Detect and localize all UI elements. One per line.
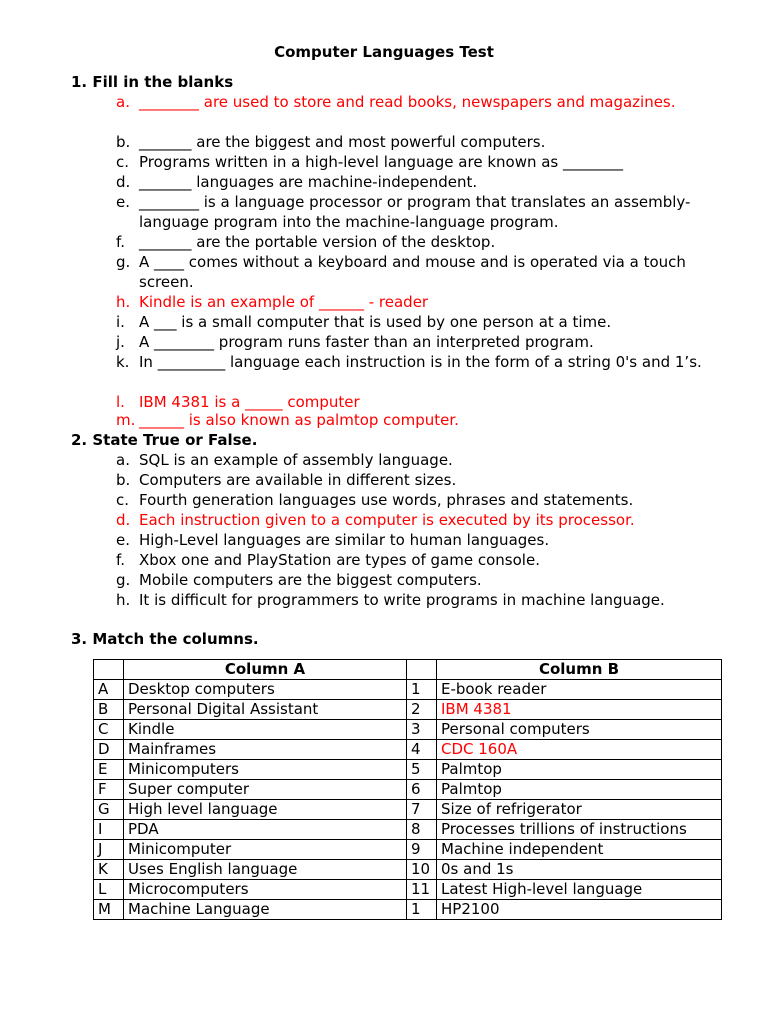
fill-blank-item-label: b. xyxy=(116,133,131,151)
row-letter: M xyxy=(94,900,124,920)
true-false-item-label: e. xyxy=(116,531,130,549)
fill-blank-item xyxy=(116,172,736,192)
fill-blank-item-text: _______ are the biggest and most powerful computers. xyxy=(139,133,546,151)
column-a-cell: Super computer xyxy=(124,780,407,800)
row-number: 4 xyxy=(407,740,437,760)
column-a-cell: Kindle xyxy=(124,720,407,740)
fill-blank-item xyxy=(116,152,736,172)
fill-blank-item xyxy=(116,252,736,292)
column-b-cell: Latest High-level language xyxy=(437,880,722,900)
fill-blank-item-text: A ___ is a small computer that is used by one person at a time. xyxy=(139,313,612,331)
column-b-cell: E-book reader xyxy=(437,680,722,700)
fill-blank-item-label: e. xyxy=(116,193,130,211)
true-false-item-label: f. xyxy=(116,551,125,569)
column-b-header: Column B xyxy=(437,660,722,680)
column-a-cell: PDA xyxy=(124,820,407,840)
fill-blank-item-text: A ____ comes without a keyboard and mouse and is operated via a touch screen. xyxy=(139,253,686,291)
fill-blank-item-label: m. xyxy=(116,411,136,429)
section-2-heading: 2. State True or False. xyxy=(71,431,258,449)
table-row xyxy=(94,720,722,740)
table-row xyxy=(94,860,722,880)
column-a-cell: Minicomputers xyxy=(124,760,407,780)
table-row xyxy=(94,880,722,900)
fill-blank-item xyxy=(116,292,736,312)
header-blank-b xyxy=(407,660,437,680)
column-b-cell: IBM 4381 xyxy=(437,700,722,720)
table-header-row xyxy=(94,660,722,680)
header-blank-a xyxy=(94,660,124,680)
fill-blank-item-text: In _________ language each instruction is in the form of a string 0's and 1’s. xyxy=(139,353,702,371)
fill-blank-item xyxy=(116,410,736,430)
table-row xyxy=(94,700,722,720)
true-false-item-label: c. xyxy=(116,491,130,509)
row-letter: E xyxy=(94,760,124,780)
column-a-cell: Uses English language xyxy=(124,860,407,880)
row-number: 8 xyxy=(407,820,437,840)
fill-blank-item-text: ______ is also known as palmtop computer. xyxy=(139,411,459,429)
fill-blank-item-label: h. xyxy=(116,293,131,311)
column-a-cell: Machine Language xyxy=(124,900,407,920)
table-row xyxy=(94,680,722,700)
section-1-heading: 1. Fill in the blanks xyxy=(71,73,234,91)
true-false-item-label: g. xyxy=(116,571,131,589)
true-false-item xyxy=(116,530,736,550)
row-number: 1 xyxy=(407,900,437,920)
column-a-cell: Minicomputer xyxy=(124,840,407,860)
row-number: 2 xyxy=(407,700,437,720)
row-letter: D xyxy=(94,740,124,760)
fill-blank-item-label: f. xyxy=(116,233,125,251)
fill-blank-item-text: ________ are used to store and read books, newspapers and magazines. xyxy=(139,93,676,111)
column-b-cell: HP2100 xyxy=(437,900,722,920)
fill-blank-item xyxy=(116,312,736,332)
true-false-item-text: High-Level languages are similar to human languages. xyxy=(139,531,550,549)
column-a-cell: Personal Digital Assistant xyxy=(124,700,407,720)
fill-blank-item xyxy=(116,352,736,372)
true-false-item xyxy=(116,590,736,610)
true-false-item xyxy=(116,490,736,510)
true-false-item-text: Xbox one and PlayStation are types of game console. xyxy=(139,551,540,569)
row-letter: G xyxy=(94,800,124,820)
fill-blank-item xyxy=(116,232,736,252)
fill-blank-item-text: _______ languages are machine-independent. xyxy=(139,173,478,191)
fill-blank-item xyxy=(116,332,736,352)
table-row xyxy=(94,900,722,920)
fill-blank-item-label: c. xyxy=(116,153,130,171)
row-number: 1 xyxy=(407,680,437,700)
fill-blank-item xyxy=(116,192,736,232)
fill-blank-item-label: j. xyxy=(116,333,125,351)
true-false-item-text: Mobile computers are the biggest computers. xyxy=(139,571,482,589)
fill-blank-item xyxy=(116,132,736,152)
column-a-cell: Desktop computers xyxy=(124,680,407,700)
fill-blank-item-text: Programs written in a high-level language are known as ________ xyxy=(139,153,624,171)
true-false-item-text: Computers are available in different sizes. xyxy=(139,471,457,489)
row-letter: F xyxy=(94,780,124,800)
row-letter: C xyxy=(94,720,124,740)
true-false-item-label: a. xyxy=(116,451,130,469)
fill-blank-item-label: k. xyxy=(116,353,130,371)
table-row xyxy=(94,740,722,760)
column-b-cell: Palmtop xyxy=(437,780,722,800)
row-letter: J xyxy=(94,840,124,860)
match-table-body xyxy=(94,680,722,920)
fill-blank-item-text: A ________ program runs faster than an interpreted program. xyxy=(139,333,594,351)
row-number: 6 xyxy=(407,780,437,800)
row-number: 7 xyxy=(407,800,437,820)
page-title: Computer Languages Test xyxy=(274,43,494,61)
fill-blank-item xyxy=(116,92,736,112)
column-a-cell: Microcomputers xyxy=(124,880,407,900)
true-false-item-label: h. xyxy=(116,591,131,609)
column-b-cell: Palmtop xyxy=(437,760,722,780)
table-row xyxy=(94,760,722,780)
true-false-item xyxy=(116,470,736,490)
true-false-item-text: It is difficult for programmers to write programs in machine language. xyxy=(139,591,665,609)
fill-blank-item-text: IBM 4381 is a _____ computer xyxy=(139,393,360,411)
column-a-cell: Mainframes xyxy=(124,740,407,760)
fill-blank-item-text: ________ is a language processor or program that translates an assembly-language program into the machine-language program. xyxy=(139,193,691,231)
row-letter: K xyxy=(94,860,124,880)
table-row xyxy=(94,780,722,800)
fill-blank-item-label: l. xyxy=(116,393,125,411)
row-number: 3 xyxy=(407,720,437,740)
column-b-cell: Personal computers xyxy=(437,720,722,740)
fill-blank-item-label: d. xyxy=(116,173,131,191)
section-3-heading: 3. Match the columns. xyxy=(71,630,259,648)
column-a-header: Column A xyxy=(124,660,407,680)
column-b-cell: Processes trillions of instructions xyxy=(437,820,722,840)
column-b-cell: 0s and 1s xyxy=(437,860,722,880)
true-false-item xyxy=(116,450,736,470)
fill-blank-item-text: Kindle is an example of ______ - reader xyxy=(139,293,429,311)
column-b-cell: Size of refrigerator xyxy=(437,800,722,820)
true-false-item-label: d. xyxy=(116,511,131,529)
row-number: 10 xyxy=(407,860,437,880)
true-false-item xyxy=(116,550,736,570)
table-row xyxy=(94,820,722,840)
fill-blank-item-label: a. xyxy=(116,93,130,111)
true-false-item xyxy=(116,510,736,530)
true-false-item-text: SQL is an example of assembly language. xyxy=(139,451,453,469)
true-false-item-text: Fourth generation languages use words, phrases and statements. xyxy=(139,491,634,509)
row-letter: B xyxy=(94,700,124,720)
column-a-cell: High level language xyxy=(124,800,407,820)
table-row xyxy=(94,800,722,820)
row-letter: I xyxy=(94,820,124,840)
fill-blank-item xyxy=(116,392,736,412)
row-letter: L xyxy=(94,880,124,900)
match-columns-table xyxy=(93,659,722,920)
row-letter: A xyxy=(94,680,124,700)
table-row xyxy=(94,840,722,860)
column-b-cell: Machine independent xyxy=(437,840,722,860)
fill-blank-item-label: i. xyxy=(116,313,125,331)
row-number: 5 xyxy=(407,760,437,780)
true-false-item-label: b. xyxy=(116,471,131,489)
column-b-cell: CDC 160A xyxy=(437,740,722,760)
true-false-item-text: Each instruction given to a computer is executed by its processor. xyxy=(139,511,635,529)
fill-blank-item-label: g. xyxy=(116,253,131,271)
row-number: 11 xyxy=(407,880,437,900)
row-number: 9 xyxy=(407,840,437,860)
true-false-item xyxy=(116,570,736,590)
fill-blank-item-text: _______ are the portable version of the desktop. xyxy=(139,233,496,251)
